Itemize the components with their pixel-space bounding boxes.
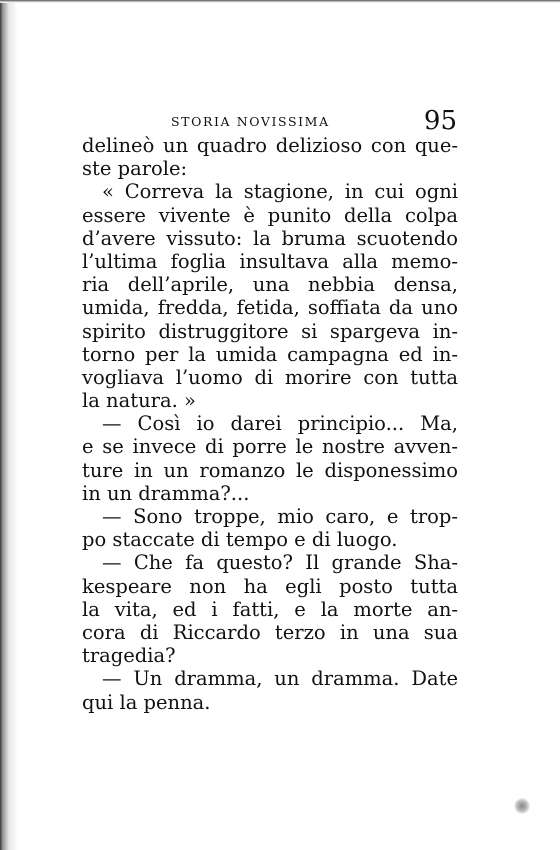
- text-line: e se invece di porre le nostre avven-: [82, 435, 458, 459]
- text-line: vogliava l’uomo di morire con tutta: [82, 365, 458, 389]
- text-line: la vita, ed i fatti, e la morte an-: [82, 597, 458, 621]
- text-line: umida, fredda, fetida, soffiata da uno: [82, 296, 458, 320]
- text-line: essere vivente è punito della colpa: [82, 203, 458, 227]
- text-line: cora di Riccardo terzo in una sua: [82, 620, 458, 644]
- text-line: ria dell’aprile, una nebbia densa,: [82, 273, 458, 297]
- text-line: ste parole:: [82, 157, 188, 181]
- text-line: « Correva la stagione, in cui ogni: [102, 180, 458, 204]
- text-line: spirito distruggitore si spargeva in-: [82, 319, 458, 343]
- text-line: tragedia?: [82, 644, 176, 668]
- text-line: in un dramma?...: [82, 481, 250, 505]
- text-line: — Un dramma, un dramma. Date: [102, 667, 458, 691]
- text-line: — Sono troppe, mio caro, e trop-: [102, 505, 458, 528]
- text-line: — Così io darei principio... Ma,: [102, 412, 458, 436]
- page-gutter-shadow: [0, 0, 18, 850]
- text-line: la natura. »: [82, 389, 196, 413]
- text-line: ture in un romanzo le disponessimo: [82, 458, 458, 482]
- text-line: kespeare non ha egli posto tutta: [82, 574, 458, 598]
- text-line: qui la penna.: [82, 690, 211, 714]
- text-line: delineò un quadro delizioso con que-: [82, 134, 458, 157]
- page-top-edge: [0, 0, 560, 3]
- running-head: [171, 106, 457, 136]
- text-line: l’ultima foglia insultava alla memo-: [82, 249, 458, 273]
- paper-stain: [514, 798, 530, 814]
- text-line: po staccate di tempo e di luogo.: [82, 528, 398, 552]
- text-line: torno per la umida campagna ed in-: [82, 342, 458, 366]
- page-number: 95: [423, 106, 457, 136]
- text-line: d’avere vissuto: la bruma scuotendo: [82, 226, 458, 250]
- text-line: — Che fa questo? Il grande Sha-: [102, 551, 458, 575]
- running-title: STORIA NOVISSIMA: [171, 114, 330, 129]
- body-text: [82, 134, 458, 714]
